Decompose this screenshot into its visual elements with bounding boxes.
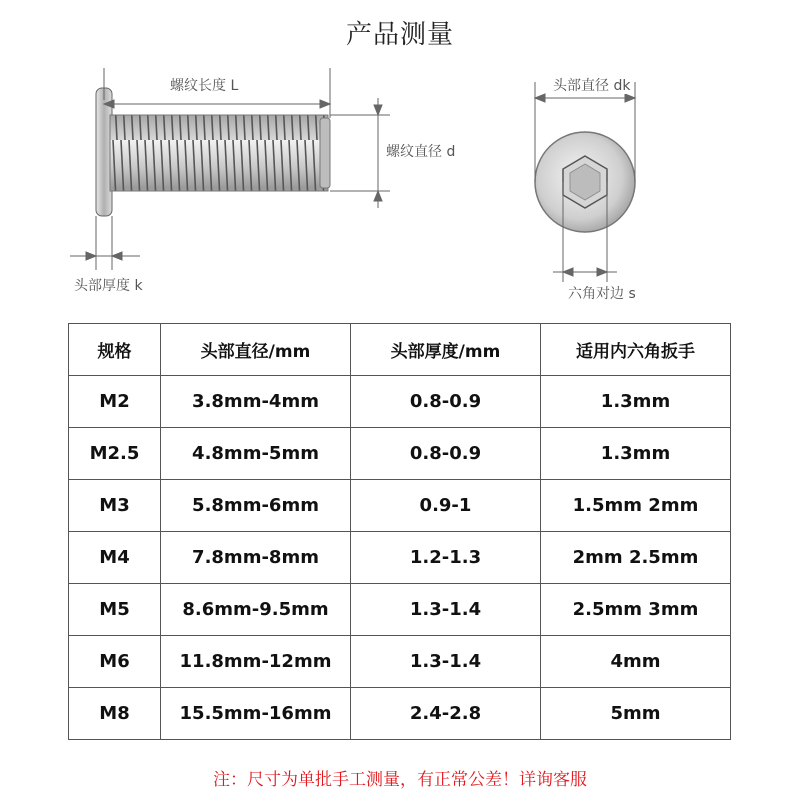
spec-table — [68, 323, 731, 740]
length-label: 螺纹长度 L — [170, 78, 239, 94]
cell-head-diameter: 15.5mm-16mm — [161, 688, 351, 740]
cell-spec: M4 — [69, 532, 161, 584]
cell-head-thickness: 1.3-1.4 — [351, 584, 541, 636]
cell-hex-wrench: 1.3mm — [541, 376, 731, 428]
cell-head-diameter: 11.8mm-12mm — [161, 636, 351, 688]
table-row — [69, 532, 731, 584]
cell-head-thickness: 1.3-1.4 — [351, 636, 541, 688]
thread-diameter-dimension — [330, 98, 390, 208]
header-head-thickness: 头部厚度/mm — [351, 324, 541, 376]
table-row — [69, 428, 731, 480]
cell-spec: M3 — [69, 480, 161, 532]
cell-spec: M2.5 — [69, 428, 161, 480]
table-row — [69, 376, 731, 428]
tolerance-note: 注：尺寸为单批手工测量，有正常公差！详询客服 — [213, 770, 587, 790]
cell-head-thickness: 0.8-0.9 — [351, 428, 541, 480]
table-row — [69, 688, 731, 740]
screw-head-top-view — [535, 132, 635, 232]
cell-head-diameter: 5.8mm-6mm — [161, 480, 351, 532]
cell-head-diameter: 7.8mm-8mm — [161, 532, 351, 584]
screw-side-view — [96, 88, 330, 216]
measurement-diagram — [0, 60, 800, 320]
cell-hex-wrench: 2.5mm 3mm — [541, 584, 731, 636]
head-thickness-dimension — [70, 216, 140, 270]
hex-size-label: 六角对边 s — [568, 286, 636, 302]
table-row — [69, 584, 731, 636]
cell-head-diameter: 3.8mm-4mm — [161, 376, 351, 428]
cell-head-thickness: 1.2-1.3 — [351, 532, 541, 584]
table-header-row — [69, 324, 731, 376]
cell-hex-wrench: 5mm — [541, 688, 731, 740]
cell-hex-wrench: 4mm — [541, 636, 731, 688]
cell-head-diameter: 8.6mm-9.5mm — [161, 584, 351, 636]
table-row — [69, 636, 731, 688]
header-spec: 规格 — [69, 324, 161, 376]
page-title: 产品测量 — [345, 20, 454, 50]
cell-hex-wrench: 2mm 2.5mm — [541, 532, 731, 584]
cell-hex-wrench: 1.3mm — [541, 428, 731, 480]
cell-spec: M2 — [69, 376, 161, 428]
cell-hex-wrench: 1.5mm 2mm — [541, 480, 731, 532]
header-hex-wrench: 适用内六角扳手 — [541, 324, 731, 376]
head-diameter-label: 头部直径 dk — [553, 78, 631, 94]
header-head-diameter: 头部直径/mm — [161, 324, 351, 376]
cell-head-diameter: 4.8mm-5mm — [161, 428, 351, 480]
head-thickness-label: 头部厚度 k — [74, 278, 143, 294]
cell-head-thickness: 0.9-1 — [351, 480, 541, 532]
cell-spec: M8 — [69, 688, 161, 740]
cell-spec: M6 — [69, 636, 161, 688]
cell-head-thickness: 2.4-2.8 — [351, 688, 541, 740]
table-row — [69, 480, 731, 532]
thread-diameter-label: 螺纹直径 d — [386, 144, 456, 160]
cell-head-thickness: 0.8-0.9 — [351, 376, 541, 428]
cell-spec: M5 — [69, 584, 161, 636]
